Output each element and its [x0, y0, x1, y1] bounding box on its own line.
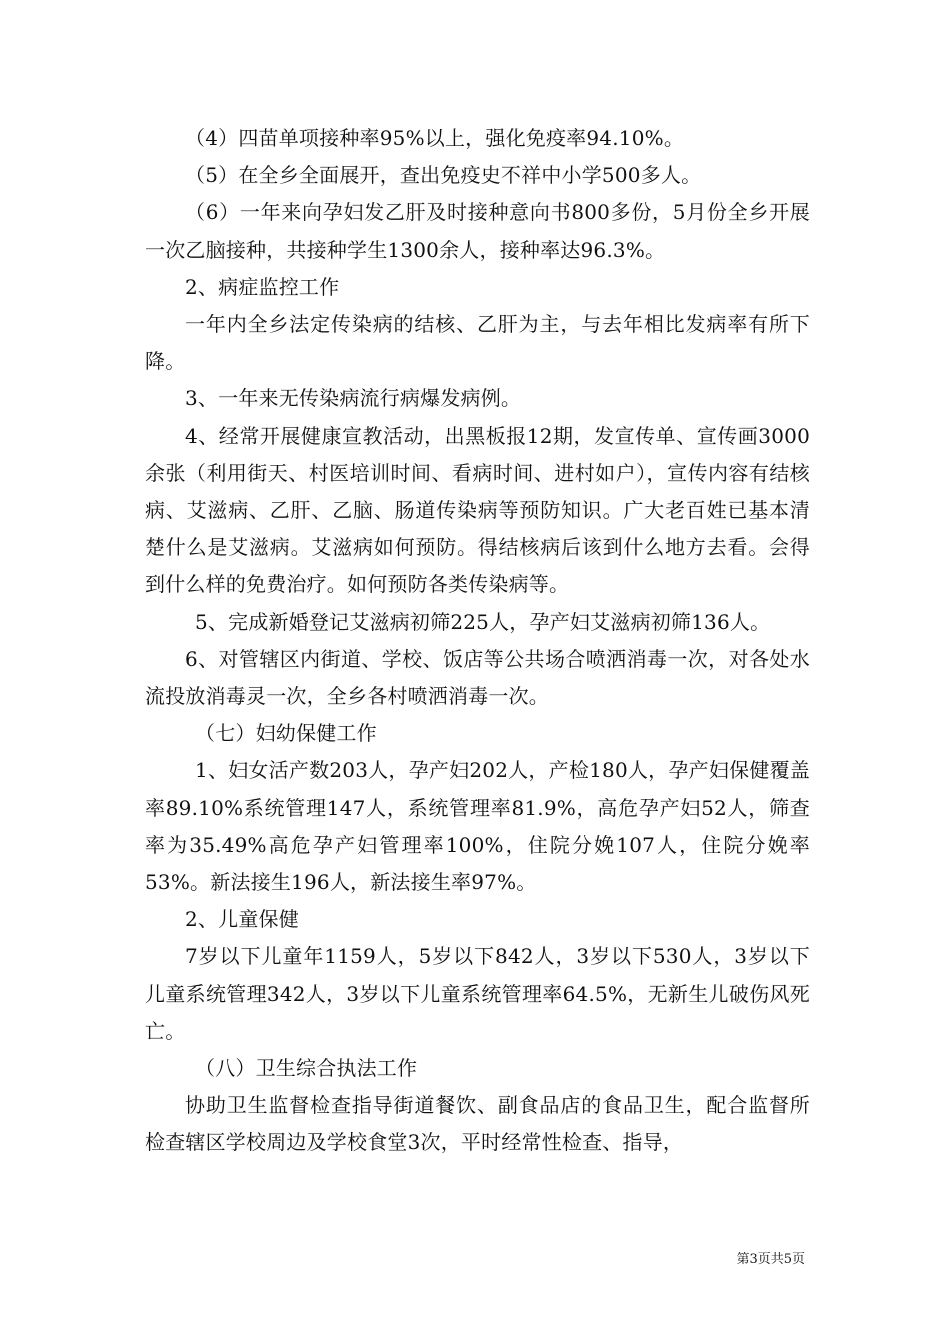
paragraph-no-outbreak: 3、一年来无传染病流行病爆发病例。: [185, 386, 522, 411]
paragraph-infectious-disease: 一年内全乡法定传染病的结核、乙肝为主，与去年相比发病率有所下降。: [145, 312, 810, 374]
paragraph-hepatitis-b-notice: （6）一年来向孕妇发乙肝及时接种意向书800多份，5月份全乡开展一次乙脑接种，共接种学生1300余人，接种率达96.3%。: [145, 200, 810, 262]
paragraph-immunization-history: （5）在全乡全面展开，查出免疫史不祥中小学500多人。: [185, 163, 702, 188]
document-body: [145, 120, 810, 1162]
heading-health-enforcement: （八）卫生综合执法工作: [195, 1056, 418, 1081]
paragraph-disinfection: 6、对管辖区内街道、学校、饭店等公共场合喷洒消毒一次，对各处水流投放消毒灵一次，全乡各村喷洒消毒一次。: [145, 646, 810, 709]
heading-disease-monitoring: 2、病症监控工作: [185, 274, 340, 299]
page-number: 第3页共5页: [736, 1252, 805, 1267]
paragraph-vaccination-rate: （4）四苗单项接种率95%以上，强化免疫率94.10%。: [185, 126, 685, 150]
paragraph-health-education: 4、经常开展健康宣教活动，出黑板报12期，发宣传单、宣传画3000余张（利用街天、村医培训时间、看病时间、进村如户），宣传内容有结核病、艾滋病、乙肝、乙脑、肠道传染病等预防知识。广大老百姓已基本清楚什么是艾滋病。艾滋病如何预防。得结核病后该到什么地方去看。会得到什么样的免费治疗。如何预防各类传染病等。: [145, 423, 810, 597]
paragraph-food-hygiene: 协助卫生监督检查指导街道餐饮、副食品店的食品卫生，配合监督所检查辖区学校周边及学校食堂3次，平时经常性检查、指导，: [145, 1093, 810, 1155]
paragraph-child-stats: 7岁以下儿童年1159人，5岁以下842人，3岁以下530人，3岁以下儿童系统管理342人，3岁以下儿童系统管理率64.5%，无新生儿破伤风死亡。: [145, 944, 810, 1043]
paragraph-aids-screening: 5、完成新婚登记艾滋病初筛225人，孕产妇艾滋病初筛136人。: [195, 609, 771, 634]
heading-child-health: 2、儿童保健: [185, 907, 299, 932]
heading-maternal-child-health: （七）妇幼保健工作: [195, 721, 377, 746]
paragraph-maternal-stats: 1、妇女活产数203人，孕产妇202人，产检180人，孕产妇保健覆盖率89.10%系统管理147人，系统管理率81.9%，高危孕产妇52人，筛查率为35.49%高危孕产妇管理率100%，住院分娩107人，住院分娩率53%。新法接生196人，新法接生率97%。: [145, 758, 810, 895]
